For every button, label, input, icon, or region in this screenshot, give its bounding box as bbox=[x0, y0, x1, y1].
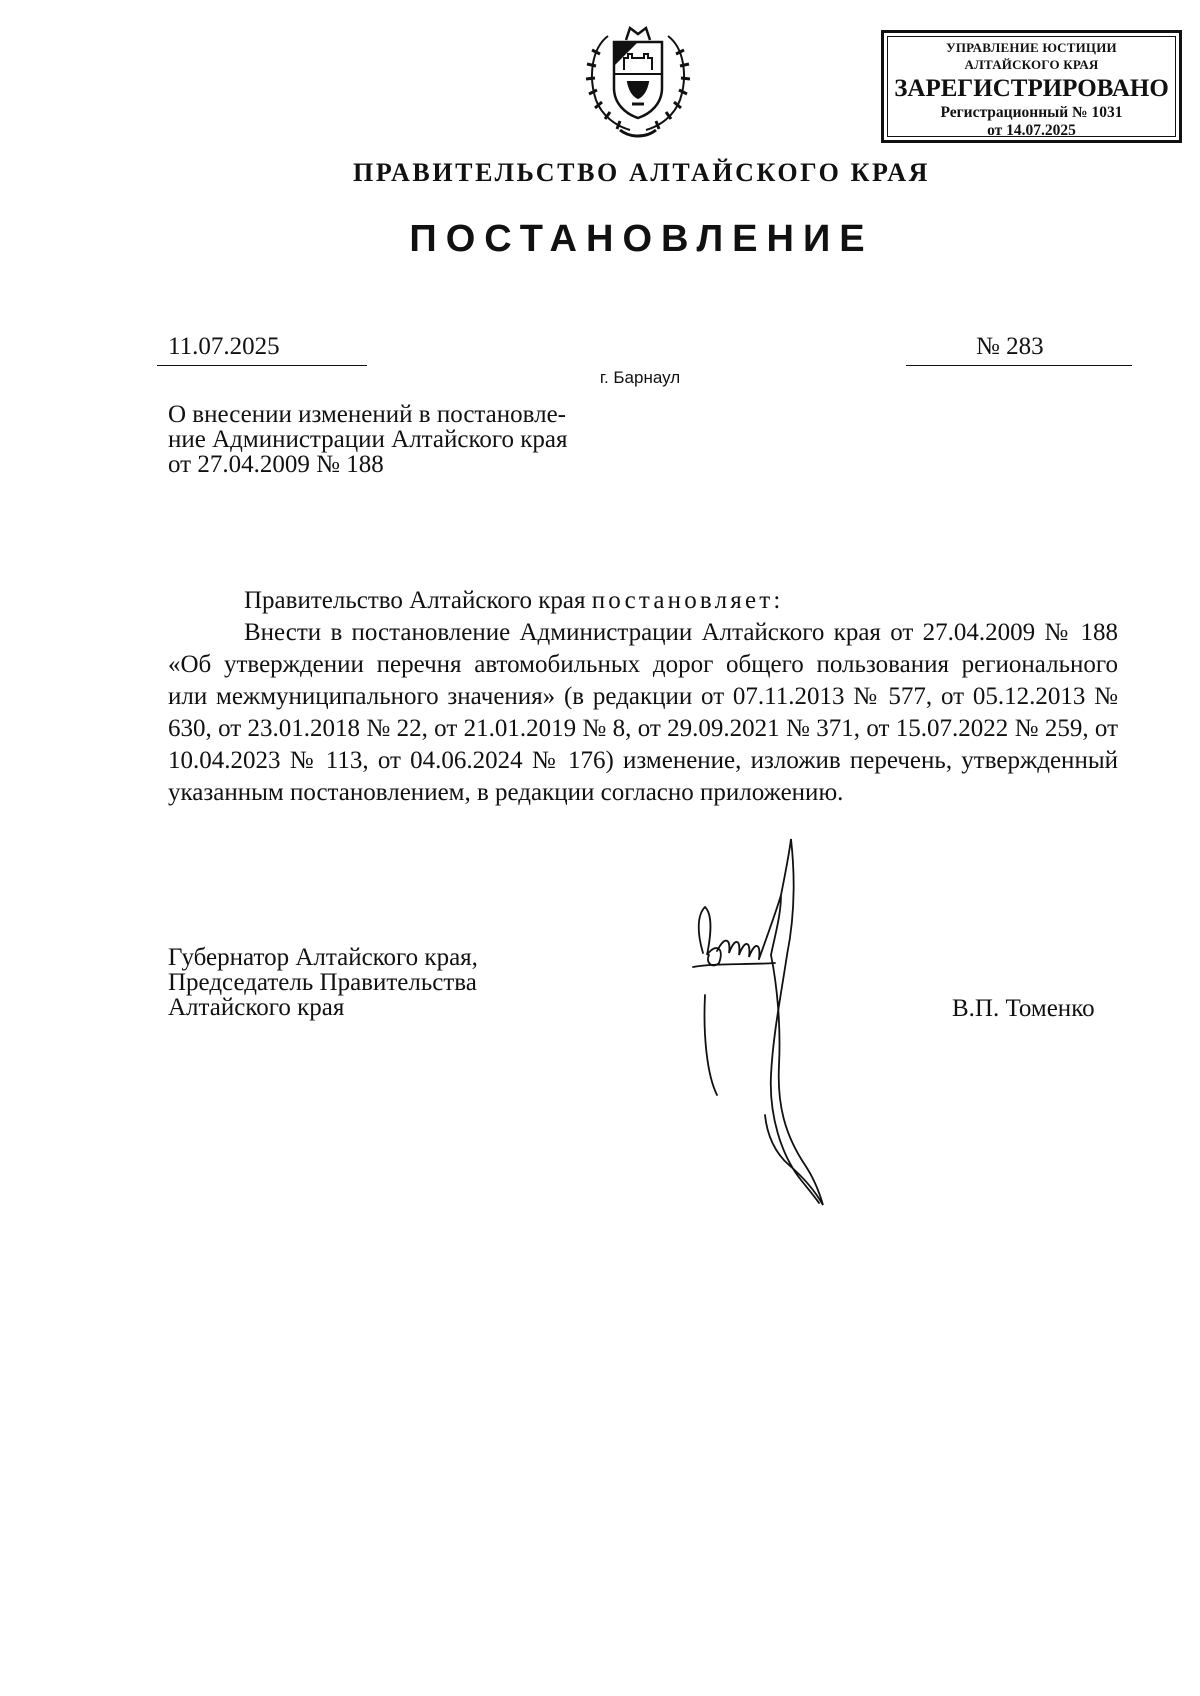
coat-of-arms-icon bbox=[578, 14, 698, 142]
number-underline bbox=[906, 365, 1132, 366]
document-subject bbox=[168, 402, 668, 477]
document-date: 11.07.2025 bbox=[168, 333, 280, 360]
preamble-verb: постановляет: bbox=[591, 587, 784, 614]
government-title: ПРАВИТЕЛЬСТВО АЛТАЙСКОГО КРАЯ bbox=[353, 158, 930, 187]
subject-line: от 27.04.2009 № 188 bbox=[168, 451, 384, 478]
document-city: г. Барнаул bbox=[599, 368, 681, 387]
document-number: № 283 bbox=[976, 333, 1044, 360]
signatory-title-line: Губернатор Алтайского края, bbox=[168, 944, 478, 971]
subject-line: ние Администрации Алтайского края bbox=[168, 426, 568, 453]
stamp-registration-date: от 14.07.2025 bbox=[987, 122, 1076, 139]
document-body bbox=[168, 585, 1118, 809]
stamp-inner-frame bbox=[887, 36, 1176, 137]
signatory-name: В.П. Томенко bbox=[952, 995, 1095, 1022]
main-paragraph: Внести в постановление Администрации Алтайского края от 27.04.2009 № 188 «Об утверждении перечня автомобильных дорог общего пользования регионального или межмуниципального значения» (в редакции от 07.11.2013 № 577, от 05.12.2013 № 630, от 23.01.2018 № 22, от 21.01.2019 № 8, от 29.09.2021 № 371, от 15.07.2022 № 259, от 10.04.2023 № 113, от 04.06.2024 № 176) изменение, изложив перечень, утвержденный указанным постановлением, в редакции согласно приложению. bbox=[168, 619, 1118, 806]
stamp-registration-number: Регистрационный № 1031 bbox=[940, 104, 1123, 121]
stamp-organization-line2: АЛТАЙСКОГО КРАЯ bbox=[964, 57, 1099, 72]
stamp-organization-line1: УПРАВЛЕНИЕ ЮСТИЦИИ bbox=[946, 40, 1117, 55]
signatory-title bbox=[168, 945, 568, 1020]
date-underline bbox=[157, 365, 367, 366]
registration-stamp bbox=[881, 30, 1182, 143]
signature-icon bbox=[685, 835, 865, 1240]
signatory-title-line: Председатель Правительства bbox=[168, 969, 477, 996]
subject-line: О внесении изменений в постановле- bbox=[168, 401, 566, 428]
signatory-title-line: Алтайского края bbox=[168, 994, 345, 1021]
document-type-title: ПОСТАНОВЛЕНИЕ bbox=[409, 218, 874, 260]
preamble-text: Правительство Алтайского края bbox=[244, 587, 592, 614]
coat-of-arms-emblem bbox=[578, 14, 698, 142]
handwritten-signature bbox=[685, 835, 865, 1240]
stamp-status: ЗАРЕГИСТРИРОВАНО bbox=[894, 75, 1169, 102]
preamble-paragraph bbox=[168, 585, 1118, 617]
